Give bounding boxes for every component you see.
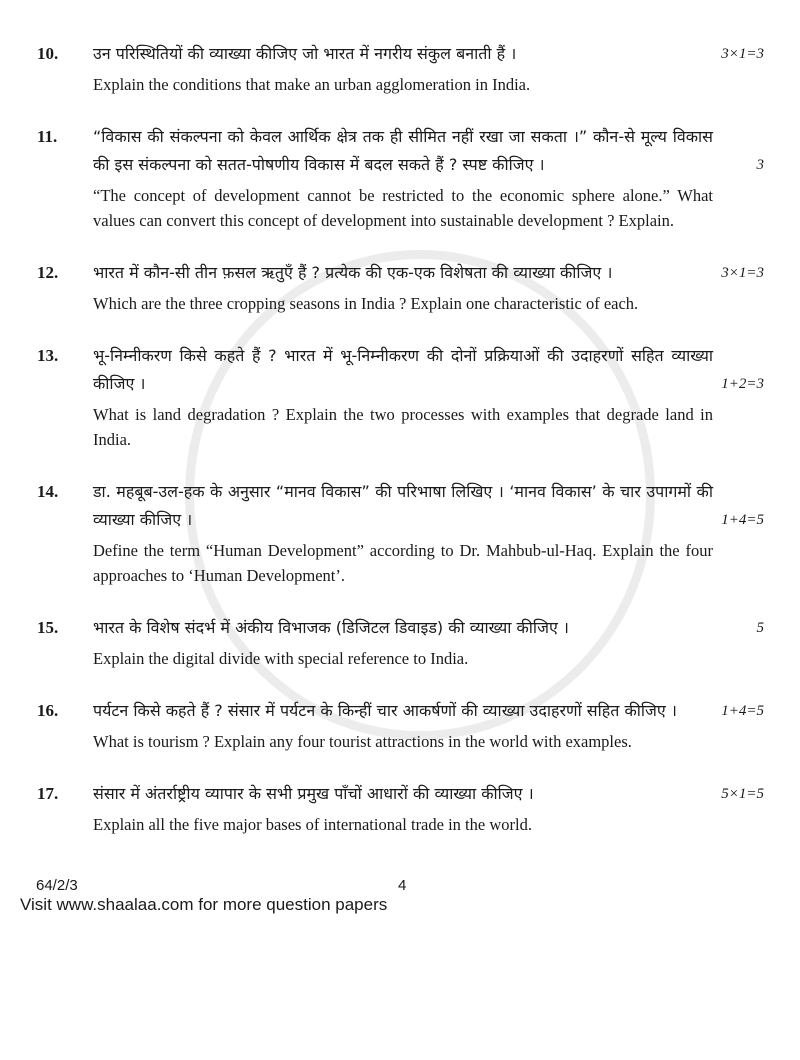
question-hindi: भू-निम्नीकरण किसे कहते हैं ? भारत में भू-निम्नीकरण की दोनों प्रक्रियाओं की उदाहरणों सहित व्याख्या कीजिए ।	[93, 346, 713, 393]
question-17	[37, 780, 764, 837]
visit-link[interactable]: Visit www.shaalaa.com for more question papers	[20, 895, 388, 914]
question-number: 16.	[37, 701, 59, 720]
question-number: 17.	[37, 784, 59, 803]
page-number: 4	[398, 877, 407, 894]
question-marks: 3	[756, 157, 764, 173]
question-english: Explain the digital divide with special reference to India.	[93, 649, 469, 668]
question-marks: 1+4=5	[721, 703, 764, 719]
question-english: Explain the conditions that make an urban agglomeration in India.	[93, 75, 531, 94]
question-marks: 1+4=5	[721, 512, 764, 528]
question-hindi: उन परिस्थितियों की व्याख्या कीजिए जो भारत में नगरीय संकुल बनाती हैं ।	[93, 44, 517, 63]
question-marks: 5×1=5	[721, 786, 764, 802]
page-footer	[0, 863, 800, 921]
question-11	[37, 123, 764, 233]
footer-row	[20, 877, 800, 895]
question-hindi: भारत के विशेष संदर्भ में अंकीय विभाजक (डिजिटल डिवाइड) की व्याख्या कीजिए ।	[93, 618, 569, 637]
question-hindi: पर्यटन किसे कहते हैं ? संसार में पर्यटन के किन्हीं चार आकर्षणों की व्याख्या उदाहरणों सहित कीजिए ।	[93, 701, 677, 720]
question-14	[37, 478, 764, 588]
question-english: Explain all the five major bases of international trade in the world.	[93, 815, 532, 834]
question-15	[37, 614, 764, 671]
question-16	[37, 697, 764, 754]
question-hindi: संसार में अंतर्राष्ट्रीय व्यापार के सभी प्रमुख पाँचों आधारों की व्याख्या कीजिए ।	[93, 784, 534, 803]
question-number: 14.	[37, 482, 59, 501]
question-13	[37, 342, 764, 452]
question-number: 11.	[37, 127, 58, 146]
question-english: “The concept of development cannot be restricted to the economic sphere alone.” What values can convert this concept of development into sustainable development ? Explain.	[93, 186, 713, 230]
question-english: What is tourism ? Explain any four tourist attractions in the world with examples.	[93, 732, 632, 751]
question-12	[37, 259, 764, 316]
question-number: 10.	[37, 44, 59, 63]
question-english: Which are the three cropping seasons in India ? Explain one characteristic of each.	[93, 294, 639, 313]
question-number: 15.	[37, 618, 59, 637]
question-number: 13.	[37, 346, 59, 365]
paper-code: 64/2/3	[36, 877, 78, 894]
question-marks: 3×1=3	[721, 46, 764, 62]
question-hindi: भारत में कौन-सी तीन फ़सल ऋतुएँ हैं ? प्रत्येक की एक-एक विशेषता की व्याख्या कीजिए ।	[93, 263, 613, 282]
question-number: 12.	[37, 263, 59, 282]
question-english: Define the term “Human Development” according to Dr. Mahbub-ul-Haq. Explain the four approaches to ‘Human Development’.	[93, 541, 713, 585]
question-english: What is land degradation ? Explain the two processes with examples that degrade land in India.	[93, 405, 713, 449]
question-marks: 5	[756, 620, 764, 636]
question-marks: 1+2=3	[721, 376, 764, 392]
question-10	[37, 40, 764, 97]
question-marks: 3×1=3	[721, 265, 764, 281]
question-hindi: डा. महबूब-उल-हक के अनुसार “मानव विकास” की परिभाषा लिखिए । ‘मानव विकास’ के चार उपागमों की व्याख्या कीजिए ।	[93, 482, 713, 529]
question-hindi: “विकास की संकल्पना को केवल आर्थिक क्षेत्र तक ही सीमित नहीं रखा जा सकता ।” कौन-से मूल्य विकास की इस संकल्पना को सतत-पोषणीय विकास में बदल सकते हैं ? स्पष्ट कीजिए ।	[93, 127, 713, 174]
